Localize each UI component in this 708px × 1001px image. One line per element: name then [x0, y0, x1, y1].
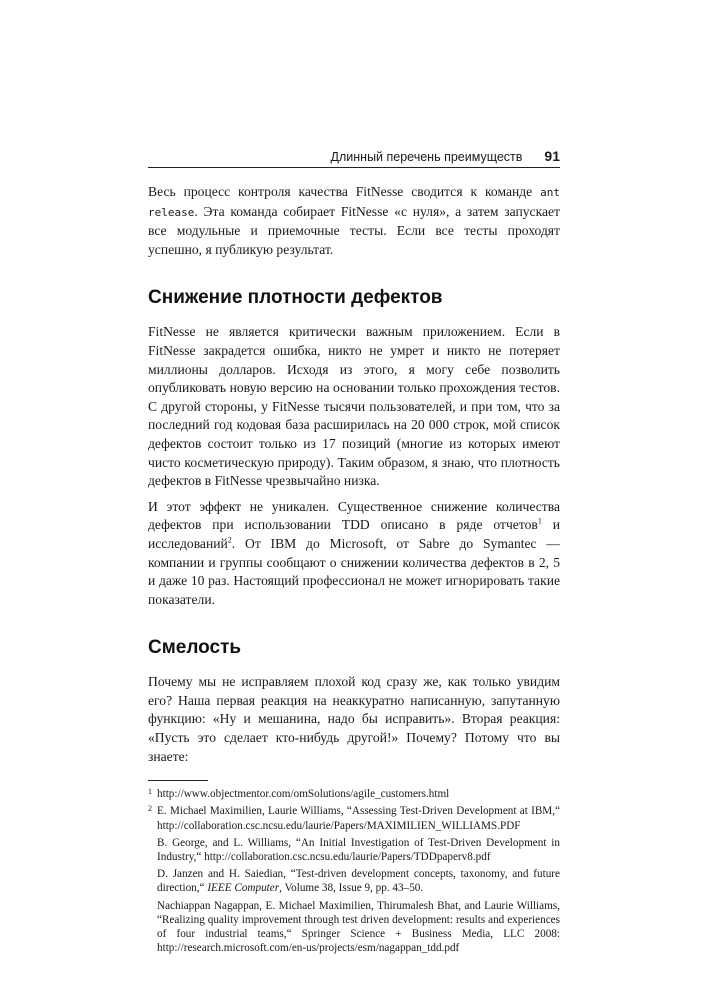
footnote-2-citation-3 — [157, 867, 560, 895]
section-heading-courage: Смелость — [148, 637, 242, 659]
running-header — [148, 148, 560, 168]
defect-density-paragraph-2 — [148, 498, 560, 610]
paragraph-text: . От IBM до Microsoft, от Sabre до Symantec — компании и группы сообщают о снижении количества дефектов в 2, 5 и даже 10 раз. Настоящий профессионал не может игнорировать такие показатели. — [148, 535, 560, 607]
page-number: 91 — [544, 148, 560, 164]
footnote-1-text: http://www.objectmentor.com/omSolutions/agile_customers.html — [157, 788, 450, 801]
footnote-2-citation-2: B. George, and L. Williams, “An Initial Investigation of Test-Driven Development in Industry,“ http://collaboration.csc.ncsu.edu/laurie/Papers/TDDpaperv8.pdf — [157, 836, 560, 864]
defect-density-paragraph-1: FitNesse не является критически важным приложением. Если в FitNesse закрадется ошибка, никто не умрет и никто не потеряет миллионы долларов. Исходя из этого, я могу себе позволить опубликовать новую версию на основании только прохождения тестов. С другой стороны, у FitNesse тысячи пользователей, и при том, что за последний год кодовая база расширилась на 20 000 строк, мой список дефектов состоит только из 17 позиций (многие из которых имеют чисто косметическую природу). Таким образом, я знаю, что плотность дефектов в FitNesse чрезвычайно низка. — [148, 324, 560, 489]
footnotes — [148, 787, 560, 955]
footnote-2-body — [157, 804, 560, 955]
courage-paragraph: Почему мы не исправляем плохой код сразу же, как только увидим его? Наша первая реакция на неаккуратно написанную, запутанную функцию: «Ну и мешанина, надо бы исправить». Вторая реакция: «Пусть это сделает кто-нибудь другой!» Почему? Потому что вы знаете: — [148, 674, 560, 764]
section-heading-defect-density: Снижение плотности дефектов — [148, 287, 443, 309]
footnote-1 — [148, 787, 560, 801]
paragraph-text: И этот эффект не уникален. Существенное снижение количества дефектов при использовании TDD описано в ряде отчетов — [148, 498, 560, 533]
footnote-2 — [148, 804, 560, 955]
intro-text: Весь процесс контроля качества FitNesse сводится к команде — [148, 184, 541, 199]
book-page — [148, 148, 560, 958]
journal-title: IEEE Computer — [207, 882, 280, 895]
citation-text: D. Janzen and H. Saiedian, “Test-driven development concepts, taxonomy, and future direction,“ — [157, 868, 560, 895]
footnote-ref-2[interactable]: 2 — [227, 535, 232, 545]
intro-text-continued: . Эта команда собирает FitNesse «с нуля», а затем запускает все модульные и приемочные тесты. Если все тесты проходят успешно, я публикую результат. — [148, 203, 560, 257]
footnote-mark: 1 — [148, 787, 152, 797]
footnote-2-citation-4: Nachiappan Nagappan, E. Michael Maximilien, Thirumalesh Bhat, and Laurie Williams, “Realizing quality improvement through test driven development: results and experiences of four industrial teams,“ Springer Science + Business Media, LLC 2008: http://research.microsoft.com/en-us/projects/esm/nagappan_tdd.pdf — [157, 899, 560, 955]
running-title: Длинный перечень преимуществ — [330, 150, 523, 164]
intro-paragraph — [148, 183, 560, 259]
inline-code: ant release — [148, 186, 560, 219]
footnote-ref-1[interactable]: 1 — [537, 516, 542, 526]
paragraph-text: и исследований — [148, 517, 560, 551]
footnote-2-citation-1: E. Michael Maximilien, Laurie Williams, “Assessing Test-Driven Development at IBM,“ http://collaboration.csc.ncsu.edu/laurie/Papers/MAXIMILIEN_WILLIAMS.PDF — [157, 805, 560, 832]
footnote-divider — [148, 780, 208, 781]
citation-text: , Volume 38, Issue 9, pp. 43–50. — [279, 882, 424, 895]
footnote-mark: 2 — [148, 804, 152, 814]
